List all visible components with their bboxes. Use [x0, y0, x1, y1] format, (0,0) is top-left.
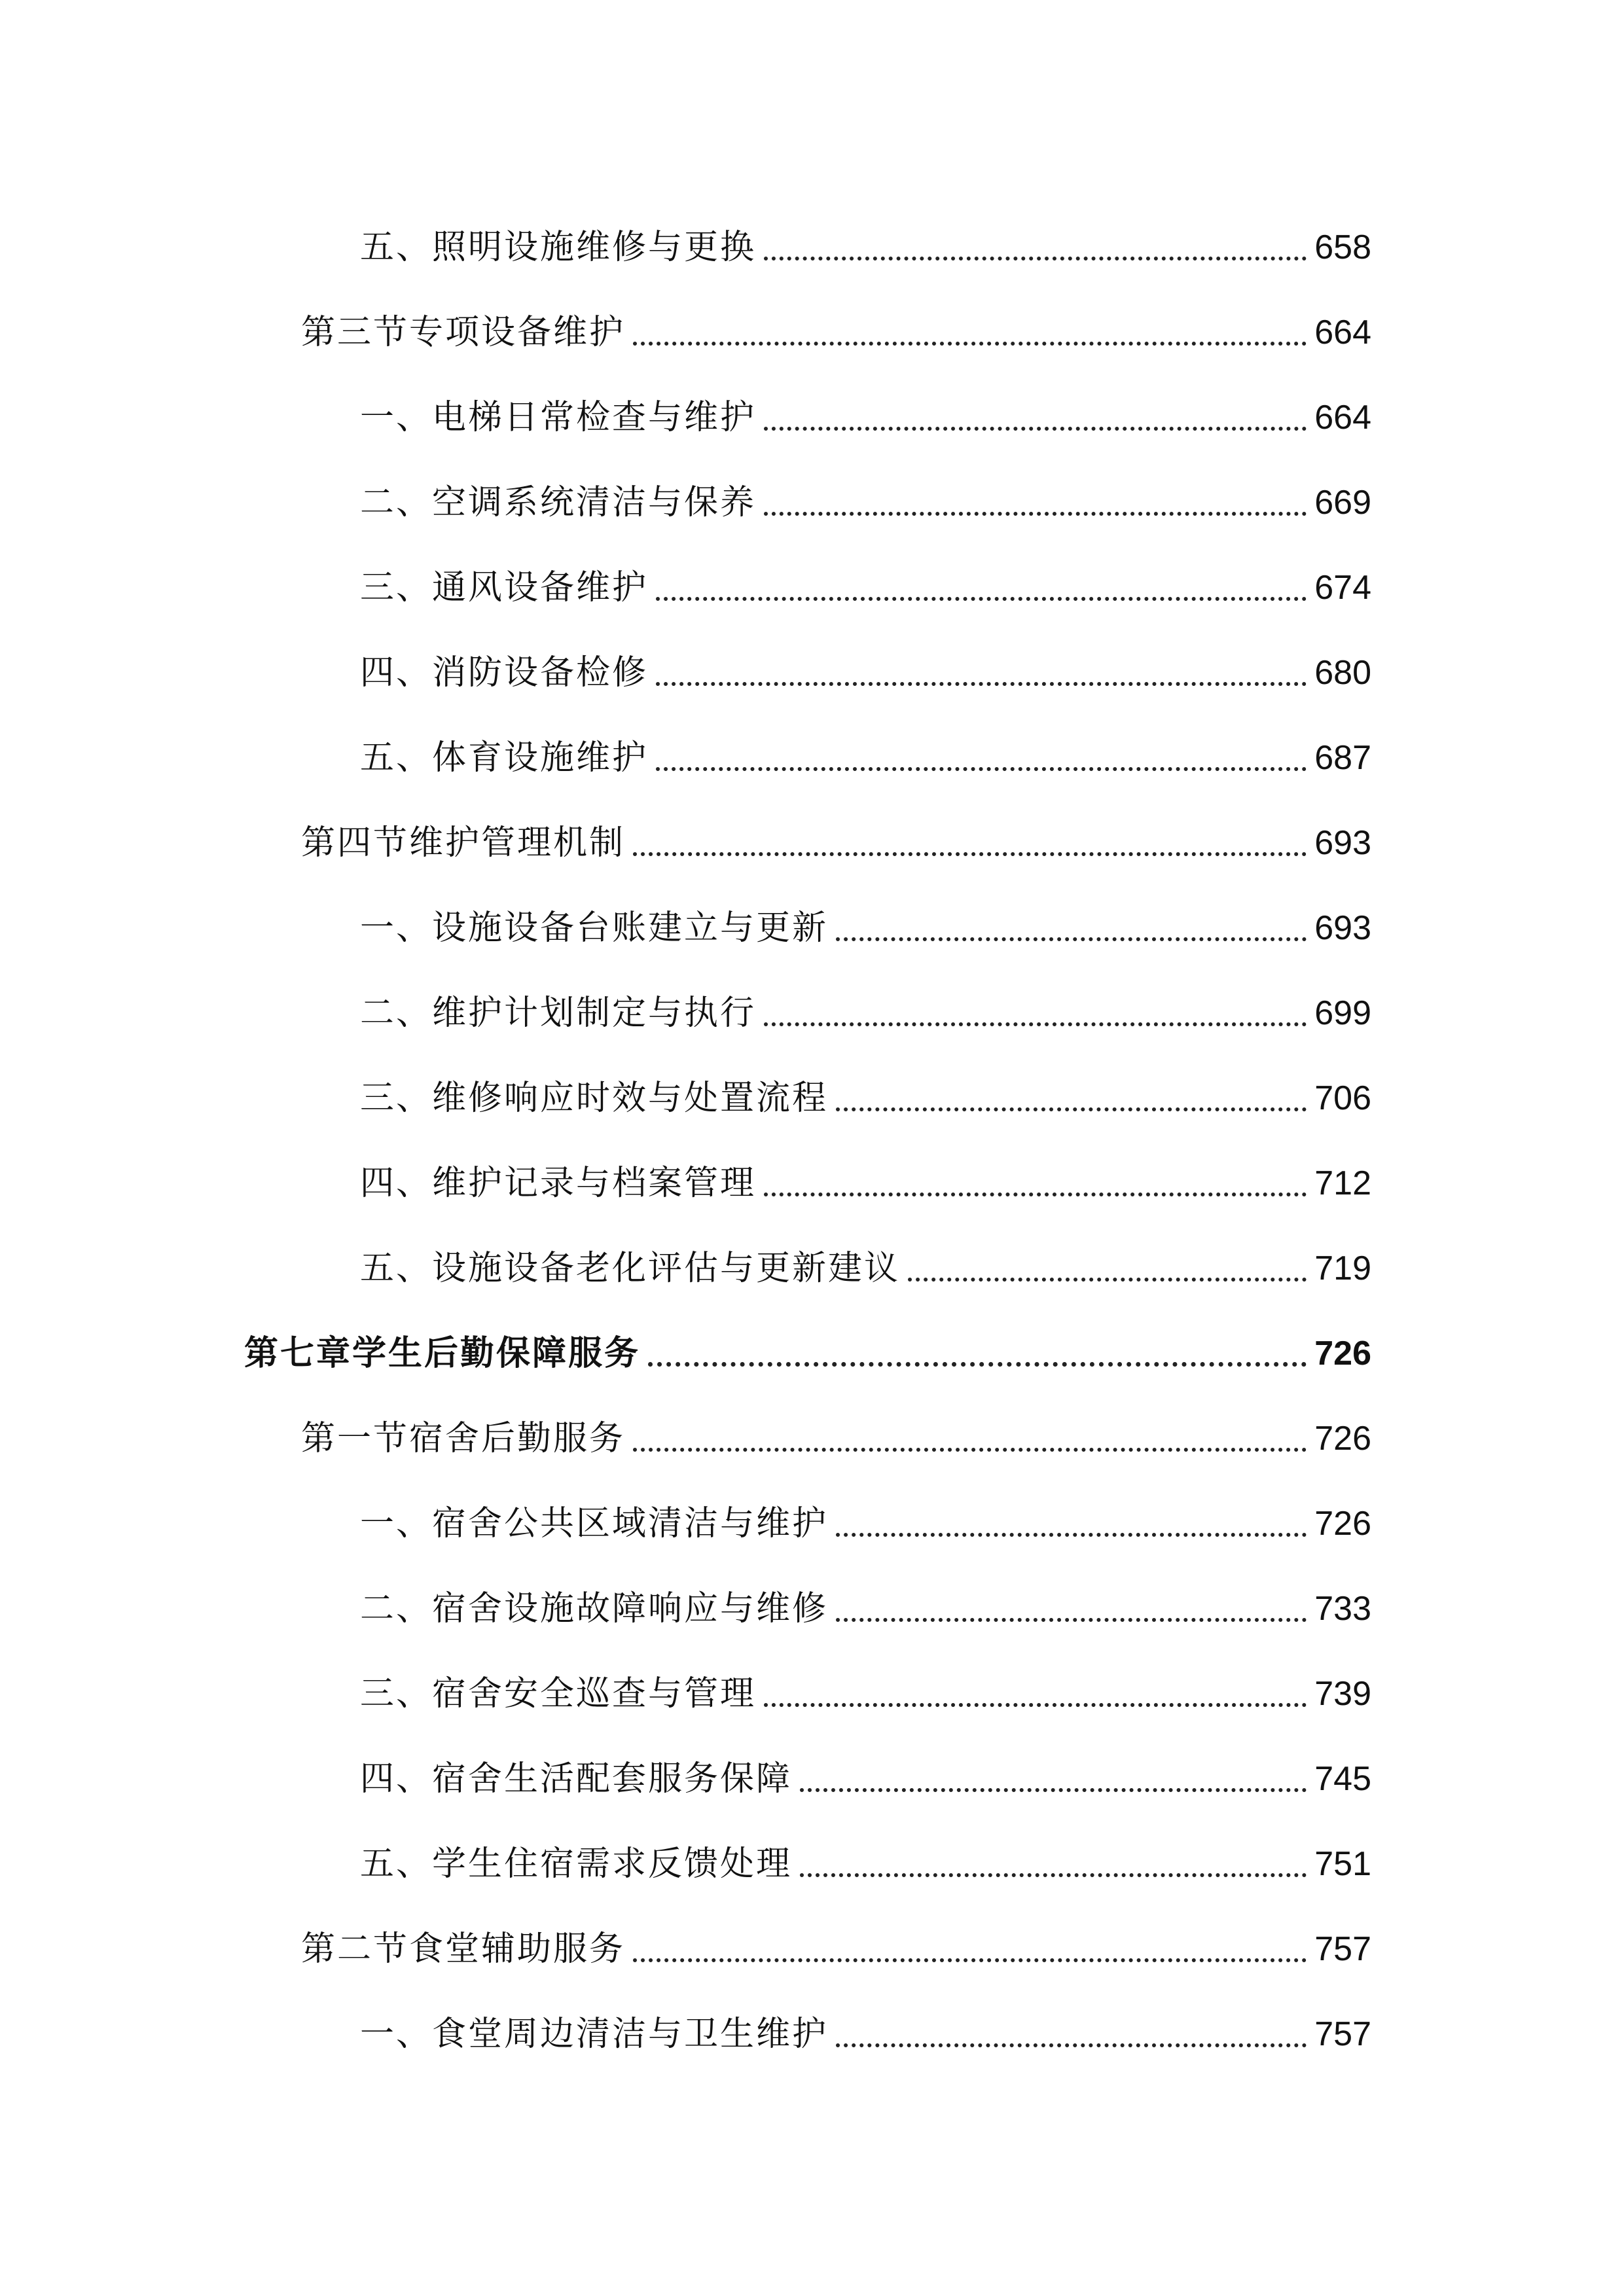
- toc-entry-title: 第三节专项设备维护: [301, 313, 626, 352]
- toc-section-entry[interactable]: [301, 1911, 1371, 1970]
- toc-entry[interactable]: [360, 465, 1371, 524]
- toc-page-number: 693: [1314, 824, 1371, 862]
- toc-section-entry[interactable]: [301, 1401, 1371, 1460]
- toc-page-number: 712: [1314, 1164, 1371, 1202]
- toc-page-number: 693: [1314, 909, 1371, 947]
- dot-leader: [633, 1448, 1307, 1452]
- toc-entry[interactable]: [360, 975, 1371, 1034]
- toc-page-number: 726: [1314, 1335, 1371, 1372]
- dot-leader: [836, 1107, 1307, 1111]
- toc-entry-title: 五、照明设施维修与更换: [360, 228, 757, 267]
- toc-entry[interactable]: [360, 1571, 1371, 1630]
- toc-page-number: 687: [1314, 739, 1371, 777]
- toc-page-number: 757: [1314, 1930, 1371, 1968]
- dot-leader: [656, 597, 1307, 601]
- toc-page-number: 674: [1314, 569, 1371, 607]
- toc-entry-title: 二、空调系统清洁与保养: [360, 483, 757, 522]
- toc-page-number: 733: [1314, 1590, 1371, 1628]
- toc-entry[interactable]: [360, 1486, 1371, 1545]
- toc-entry-title: 四、消防设备检修: [360, 653, 649, 692]
- dot-leader: [836, 937, 1307, 941]
- toc-entry[interactable]: [360, 1826, 1371, 1885]
- toc-entry-title: 第一节宿舍后勤服务: [301, 1419, 626, 1458]
- toc-page-number: 706: [1314, 1079, 1371, 1117]
- toc-entry[interactable]: [360, 1996, 1371, 2055]
- dot-leader: [633, 1958, 1307, 1962]
- dot-leader: [656, 767, 1307, 771]
- toc-entry[interactable]: [360, 1060, 1371, 1119]
- dot-leader: [800, 1788, 1307, 1792]
- toc-page-number: 658: [1314, 228, 1371, 266]
- dot-leader: [764, 1703, 1307, 1707]
- toc-entry-title: 一、设施设备台账建立与更新: [360, 908, 829, 948]
- toc-entry[interactable]: [360, 550, 1371, 609]
- toc-page-number: 719: [1314, 1249, 1371, 1287]
- toc-page-number: 680: [1314, 654, 1371, 692]
- dot-leader: [764, 1193, 1307, 1196]
- toc-entry[interactable]: [360, 209, 1371, 268]
- dot-leader: [836, 1533, 1307, 1537]
- toc-entry[interactable]: [360, 1741, 1371, 1800]
- toc-entry-title: 四、维护记录与档案管理: [360, 1164, 757, 1203]
- toc-section-entry[interactable]: [301, 805, 1371, 864]
- toc-page-number: 726: [1314, 1420, 1371, 1458]
- dot-leader: [656, 682, 1307, 686]
- dot-leader: [764, 512, 1307, 516]
- dot-leader: [764, 427, 1307, 431]
- toc-entry[interactable]: [360, 890, 1371, 949]
- toc-entry-title: 五、体育设施维护: [360, 738, 649, 778]
- toc-chapter-entry[interactable]: [244, 1316, 1371, 1374]
- toc-entry-title: 一、食堂周边清洁与卫生维护: [360, 2015, 829, 2054]
- dot-leader: [836, 1618, 1307, 1622]
- dot-leader: [800, 1873, 1307, 1877]
- toc-page-number: 699: [1314, 994, 1371, 1032]
- toc-entry-title: 三、宿舍安全巡查与管理: [360, 1674, 757, 1713]
- toc-page-number: 757: [1314, 2015, 1371, 2053]
- toc-entry-title: 第七章学生后勤保障服务: [244, 1334, 641, 1373]
- toc-page-number: 664: [1314, 399, 1371, 437]
- toc-page-number: 726: [1314, 1505, 1371, 1543]
- dot-leader: [908, 1278, 1307, 1282]
- toc-entry-title: 第二节食堂辅助服务: [301, 1929, 626, 1969]
- dot-leader: [633, 852, 1307, 856]
- toc-entry-title: 三、通风设备维护: [360, 568, 649, 607]
- toc-entry[interactable]: [360, 1656, 1371, 1715]
- dot-leader: [633, 342, 1307, 346]
- toc-entry-title: 二、维护计划制定与执行: [360, 994, 757, 1033]
- toc-page-number: 739: [1314, 1675, 1371, 1713]
- toc-entry-title: 二、宿舍设施故障响应与维修: [360, 1589, 829, 1628]
- toc-entry[interactable]: [360, 1145, 1371, 1204]
- toc-entry[interactable]: [360, 635, 1371, 694]
- dot-leader: [764, 257, 1307, 260]
- toc-page-number: 751: [1314, 1845, 1371, 1883]
- dot-leader: [648, 1362, 1307, 1367]
- toc-page-number: 669: [1314, 484, 1371, 522]
- toc-entry[interactable]: [360, 1230, 1371, 1289]
- toc-entry-title: 一、电梯日常检查与维护: [360, 398, 757, 437]
- toc-entry-title: 第四节维护管理机制: [301, 823, 626, 863]
- toc-page-number: 745: [1314, 1760, 1371, 1798]
- dot-leader: [764, 1022, 1307, 1026]
- toc-entry-title: 三、维修响应时效与处置流程: [360, 1079, 829, 1118]
- toc-entry-title: 五、设施设备老化评估与更新建议: [360, 1249, 901, 1288]
- toc-entry[interactable]: [360, 720, 1371, 779]
- toc-entry-title: 五、学生住宿需求反馈处理: [360, 1844, 793, 1884]
- toc-entry[interactable]: [360, 380, 1371, 439]
- dot-leader: [836, 2043, 1307, 2047]
- toc-entry-title: 四、宿舍生活配套服务保障: [360, 1759, 793, 1799]
- toc-entry-title: 一、宿舍公共区域清洁与维护: [360, 1504, 829, 1543]
- toc-section-entry[interactable]: [301, 295, 1371, 353]
- toc-page-number: 664: [1314, 314, 1371, 351]
